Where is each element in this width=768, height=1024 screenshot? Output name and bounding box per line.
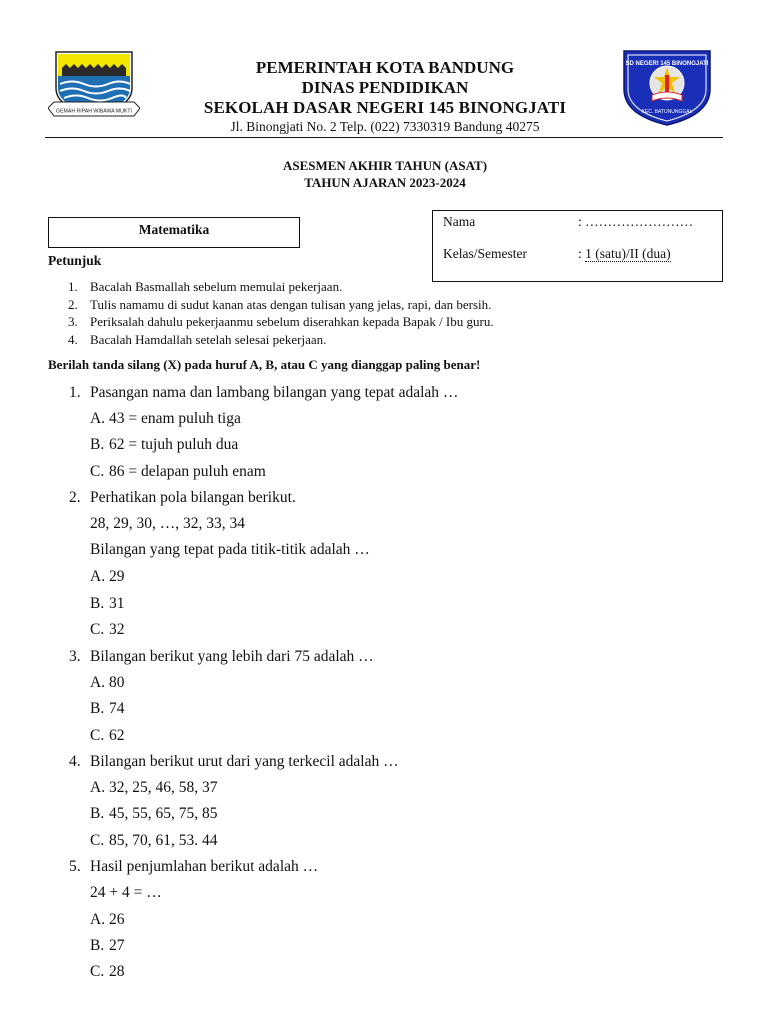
instruction-item <box>68 296 494 314</box>
header-government: PEMERINTAH KOTA BANDUNG <box>255 58 515 77</box>
class-value-wrap <box>578 246 671 262</box>
option-text: 85, 70, 61, 53. 44 <box>109 832 218 849</box>
class-colon: : <box>578 246 586 261</box>
question-text: Pasangan nama dan lambang bilangan yang tepat adalah … <box>90 384 459 401</box>
option-text: 45, 55, 65, 75, 85 <box>109 805 218 822</box>
name-label: Nama <box>443 214 476 229</box>
option-text: 29 <box>109 568 125 585</box>
question-number: 4. <box>69 753 81 770</box>
option-text: 32, 25, 46, 58, 37 <box>109 779 218 796</box>
question-text: Perhatikan pola bilangan berikut. <box>90 489 296 506</box>
question-text: Bilangan berikut yang lebih dari 75 adalah … <box>90 648 374 665</box>
instruction-item <box>68 313 494 331</box>
student-identity-box <box>432 210 723 282</box>
header-school-name: SEKOLAH DASAR NEGERI 145 BINONGJATI <box>203 98 567 117</box>
option-text: 62 <box>109 727 125 744</box>
option-letter: A. <box>90 410 106 427</box>
right-logo-top-text: SD NEGERI 145 BINONGJATI <box>625 61 709 67</box>
option-letter: B. <box>90 937 105 954</box>
right-logo-bottom-text: KEC. BATUNUNGGAL <box>641 109 693 115</box>
instruction-item <box>68 331 494 349</box>
question-number: 5. <box>69 858 81 875</box>
option-letter: A. <box>90 674 106 691</box>
question-number: 1. <box>69 384 81 401</box>
subject-box <box>48 217 300 248</box>
number-pattern-text: 28, 29, 30, …, 32, 33, 34 <box>90 515 245 532</box>
question-number: 3. <box>69 648 81 665</box>
option-text: 74 <box>109 700 125 717</box>
instruction-text: Tulis namamu di sudut kanan atas dengan tulisan yang jelas, rapi, dan bersih. <box>90 296 492 312</box>
option-letter: B. <box>90 805 105 822</box>
left-logo-caption: GEMAH RIPAH WIBAWA MUKTI <box>56 108 132 115</box>
question-2-number-pattern <box>90 515 245 533</box>
option-text: 62 = tujuh puluh dua <box>109 436 239 453</box>
kota-bandung-logo <box>48 48 140 120</box>
instruction-number: 1. <box>68 279 78 294</box>
option-text: 28 <box>109 963 125 980</box>
instruction-number: 4. <box>68 331 78 347</box>
option-letter: C. <box>90 463 105 480</box>
option-letter: B. <box>90 436 105 453</box>
option-text: 86 = delapan puluh enam <box>109 463 266 480</box>
instruction-text: Bacalah Hamdallah setelah selesai pekerjaan. <box>90 331 327 347</box>
instructions-heading: Petunjuk <box>48 253 102 268</box>
instruction-text: Bacalah Basmallah sebelum memulai pekerjaan. <box>90 279 343 294</box>
instruction-text: Periksalah dahulu pekerjaanmu sebelum diserahkan kepada Bapak / Ibu guru. <box>90 314 494 329</box>
instruction-number: 3. <box>68 314 78 329</box>
question-text: Bilangan berikut urut dari yang terkecil adalah … <box>90 753 399 770</box>
question-5-expression <box>90 884 162 902</box>
subject-label: Matematika <box>138 222 210 237</box>
option-letter: A. <box>90 779 106 796</box>
option-text: 32 <box>109 621 125 638</box>
option-text: 26 <box>109 911 125 928</box>
question-2-prompt <box>90 541 370 559</box>
instructions-list <box>68 278 494 348</box>
option-text: 43 = enam puluh tiga <box>109 410 241 427</box>
header-divider <box>45 137 723 138</box>
option-text: 27 <box>109 937 125 954</box>
question-text: Hasil penjumlahan berikut adalah … <box>90 858 319 875</box>
option-letter: B. <box>90 595 105 612</box>
question-prompt-text: Bilangan yang tepat pada titik-titik adalah … <box>90 541 370 558</box>
academic-year: TAHUN AJARAN 2023-2024 <box>304 175 466 190</box>
option-letter: C. <box>90 621 105 638</box>
class-label: Kelas/Semester <box>443 246 527 261</box>
class-value: 1 (satu)/II (dua) <box>585 246 671 261</box>
expression-text: 24 + 4 = … <box>90 884 162 901</box>
answer-instruction: Berilah tanda silang (X) pada huruf A, B, atau C yang dianggap paling benar! <box>48 357 481 372</box>
instruction-item <box>68 278 494 296</box>
option-letter: A. <box>90 911 106 928</box>
option-letter: C. <box>90 963 105 980</box>
option-letter: A. <box>90 568 106 585</box>
question-number: 2. <box>69 489 81 506</box>
school-logo <box>618 45 716 127</box>
option-text: 80 <box>109 674 125 691</box>
exam-title: ASESMEN AKHIR TAHUN (ASAT) <box>282 158 488 173</box>
option-letter: B. <box>90 700 105 717</box>
option-text: 31 <box>109 595 125 612</box>
option-letter: C. <box>90 832 105 849</box>
option-letter: C. <box>90 727 105 744</box>
header-address: Jl. Binongjati No. 2 Telp. (022) 7330319 Bandung 40275 <box>230 119 540 134</box>
name-value[interactable]: : …………………… <box>578 214 694 229</box>
instruction-number: 2. <box>68 296 78 312</box>
header-department: DINAS PENDIDIKAN <box>301 78 469 97</box>
